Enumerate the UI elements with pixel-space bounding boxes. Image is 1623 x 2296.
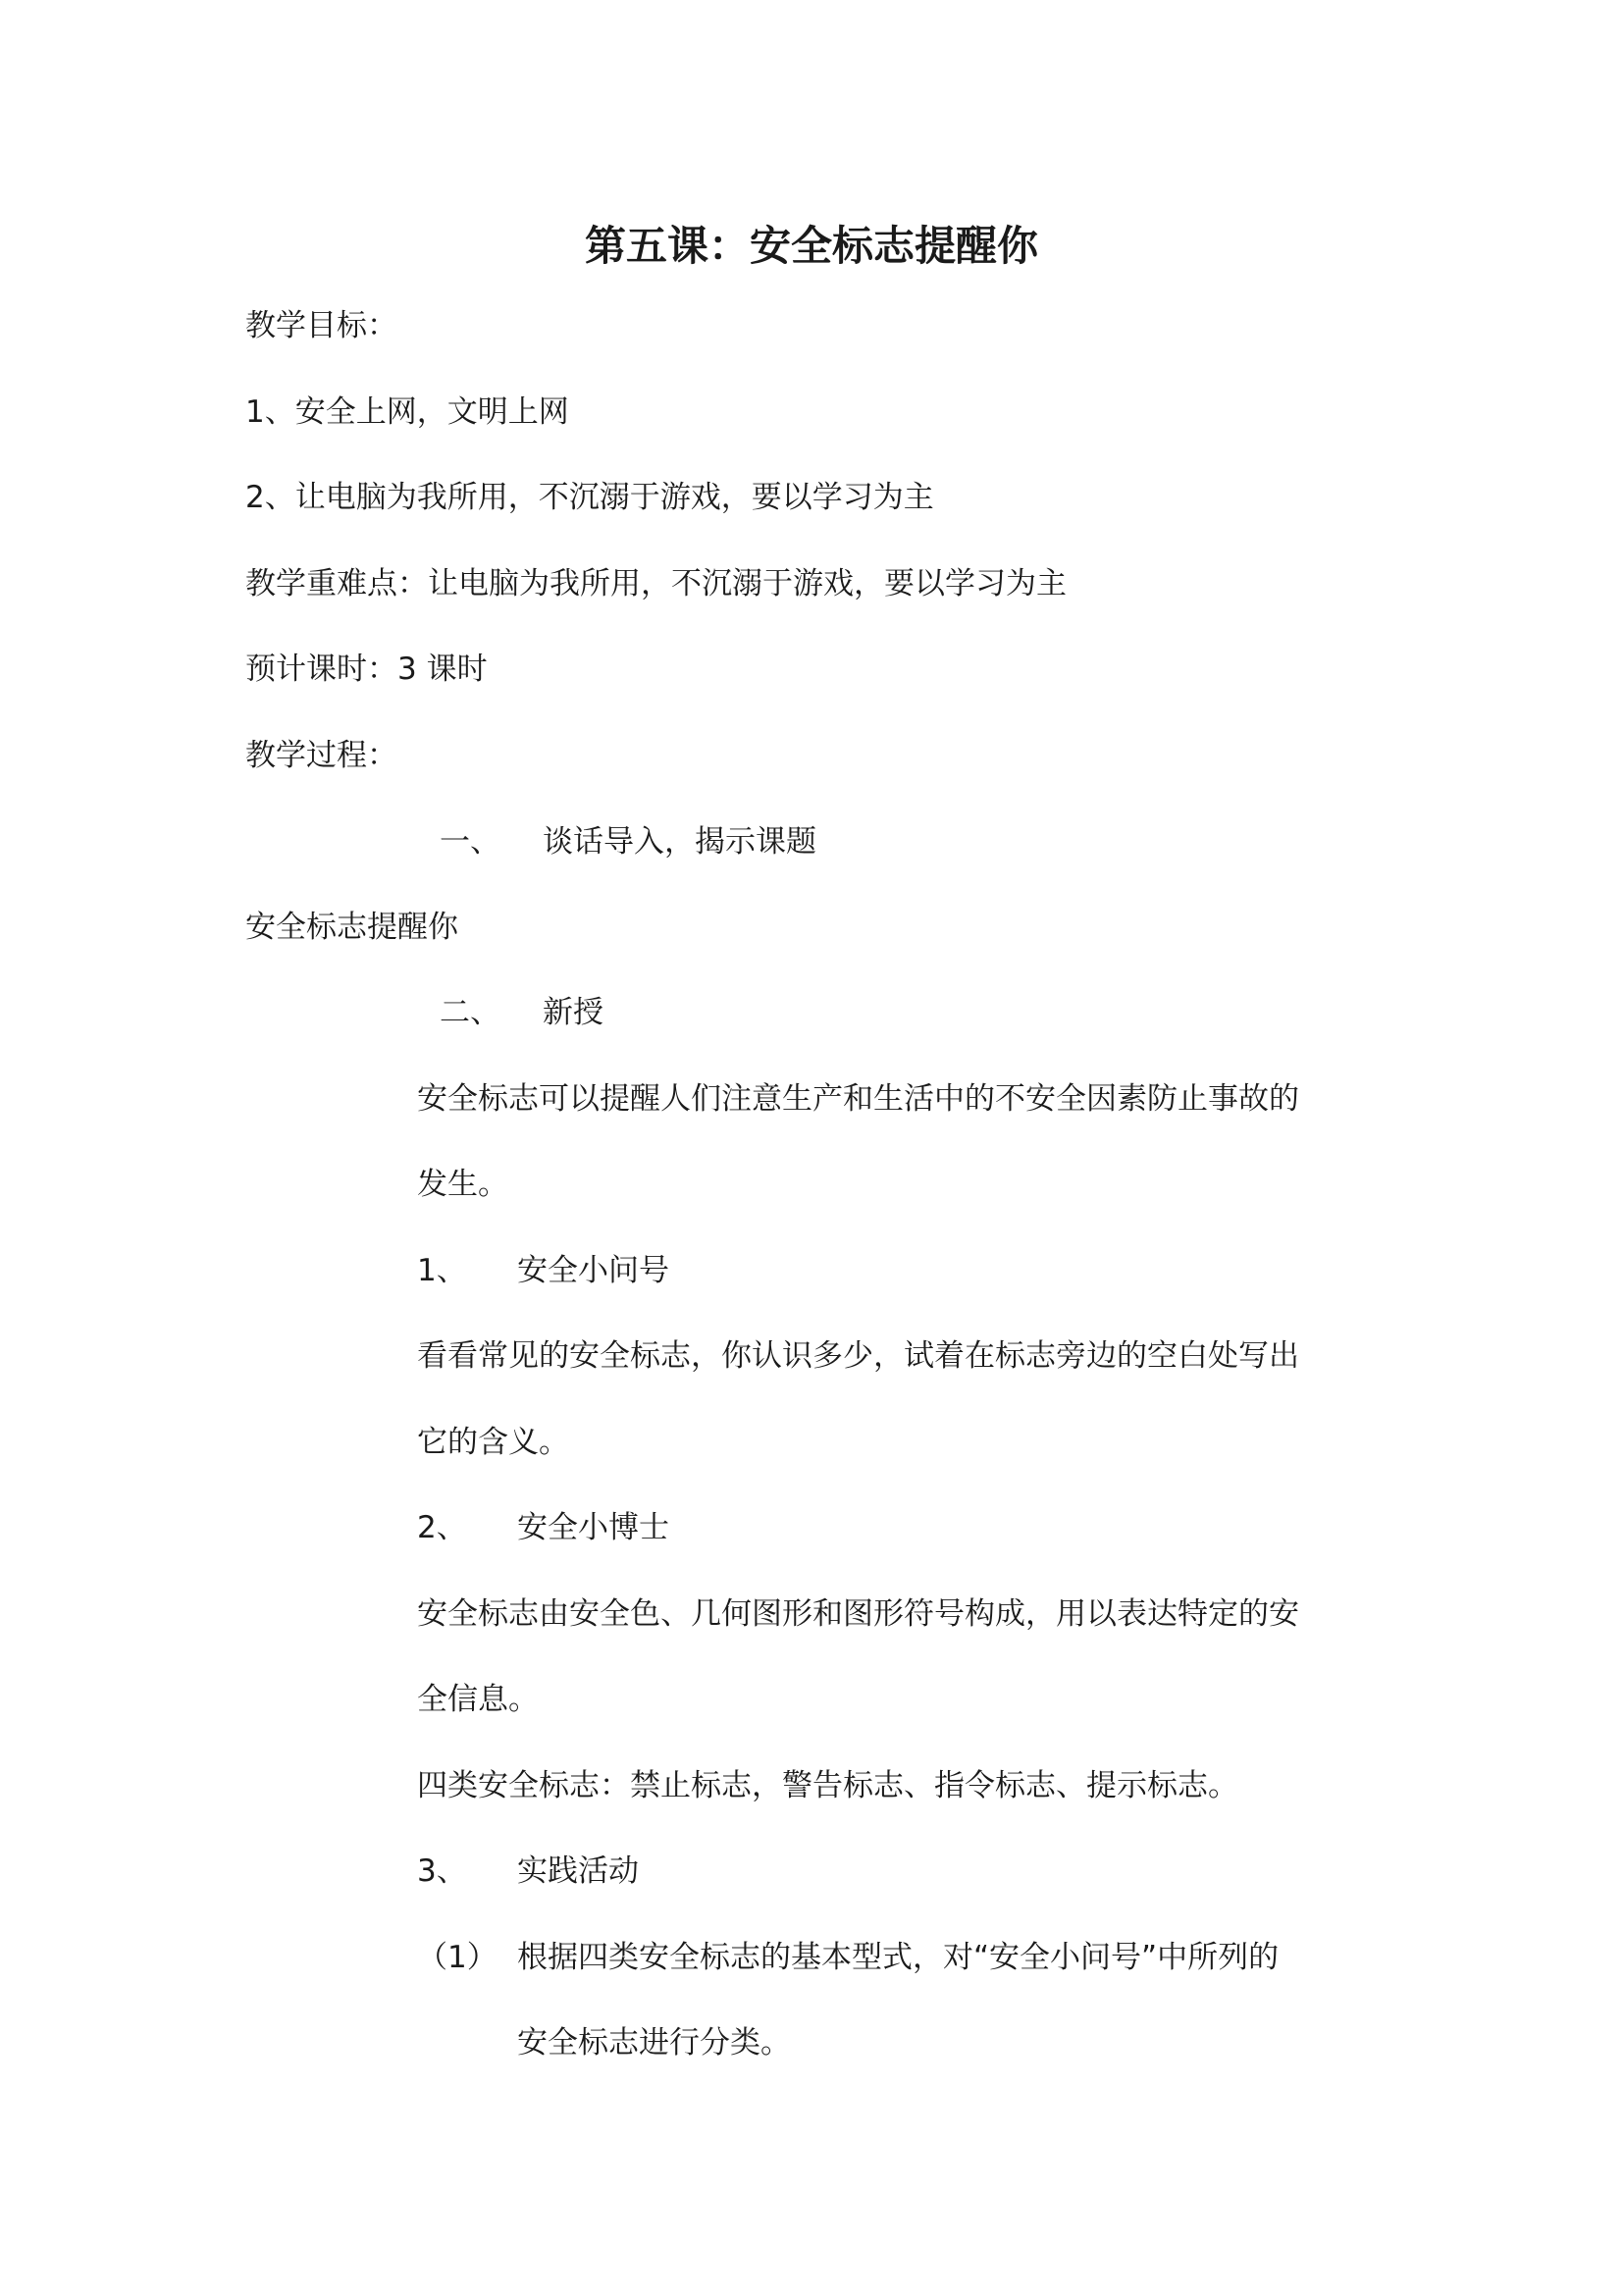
item-1-line-1: 看看常见的安全标志，你认识多少，试着在标志旁边的空白处写出 — [417, 1338, 1299, 1374]
key-points: 教学重难点：让电脑为我所用，不沉溺于游戏，要以学习为主 — [245, 566, 1067, 601]
intro-line-2: 发生。 — [417, 1167, 508, 1202]
goals-heading: 教学目标： — [245, 308, 397, 343]
lesson-title: 第五课：安全标志提醒你 — [584, 222, 1038, 270]
intro-line-1: 安全标志可以提醒人们注意生产和生活中的不安全因素防止事故的 — [417, 1081, 1299, 1117]
goal-2: 2、让电脑为我所用，不沉溺于游戏，要以学习为主 — [245, 480, 934, 515]
item-2-text: 安全小博士 — [517, 1510, 669, 1545]
item-3-text: 实践活动 — [517, 1853, 639, 1889]
item-1-text: 安全小问号 — [517, 1253, 669, 1288]
process-heading: 教学过程： — [245, 738, 397, 773]
item-2-number: 2、 — [417, 1510, 467, 1545]
class-hours: 预计课时：3 课时 — [245, 652, 488, 687]
step-1-text: 谈话导入，揭示课题 — [543, 824, 816, 860]
activity-1-number: （1） — [417, 1940, 497, 1975]
activity-1-line-1: 根据四类安全标志的基本型式，对“安全小问号”中所列的 — [517, 1940, 1280, 1975]
item-1-number: 1、 — [417, 1253, 467, 1288]
step-2-number: 二、 — [440, 995, 500, 1030]
step-1-number: 一、 — [440, 824, 500, 860]
item-2-line-2: 全信息。 — [417, 1682, 539, 1717]
topic-line: 安全标志提醒你 — [245, 910, 458, 945]
step-2-text: 新授 — [543, 995, 603, 1030]
four-types-line: 四类安全标志：禁止标志，警告标志、指令标志、提示标志。 — [417, 1768, 1238, 1803]
goal-1: 1、安全上网，文明上网 — [245, 394, 569, 430]
item-2-line-1: 安全标志由安全色、几何图形和图形符号构成，用以表达特定的安 — [417, 1596, 1299, 1632]
activity-1-line-2: 安全标志进行分类。 — [517, 2025, 791, 2061]
item-1-line-2: 它的含义。 — [417, 1425, 569, 1460]
item-3-number: 3、 — [417, 1853, 467, 1889]
